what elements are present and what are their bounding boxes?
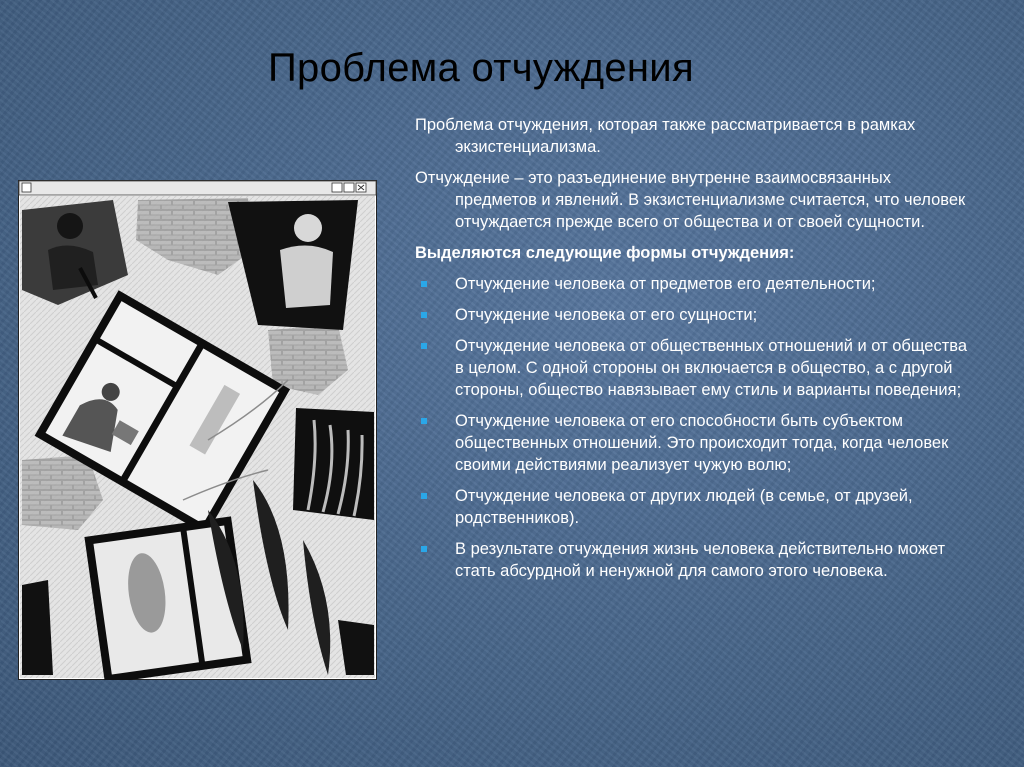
- definition-paragraph: Отчуждение – это разъединение внутренне взаимосвязанных предметов и явлений. В экзистенциализме считается, что человек отчуждается прежде всего от общества и от своей сущности.: [415, 169, 966, 231]
- window-minimize-icon: [332, 183, 342, 192]
- intro-paragraph: Проблема отчуждения, которая также рассматривается в рамках экзистенциализма.: [415, 116, 916, 156]
- list-item-text: Отчуждение человека от предметов его деятельности;: [455, 275, 876, 293]
- list-item-text: В результате отчуждения жизнь человека действительно может стать абсурдной и ненужной для самого этого человека.: [455, 540, 946, 580]
- list-item-text: Отчуждение человека от его сущности;: [455, 306, 758, 324]
- square-bullet-icon: [421, 418, 427, 424]
- forms-list: [415, 273, 975, 582]
- window-titlebar: [19, 181, 376, 195]
- list-item-text: Отчуждение человека от общественных отношений и от общества в целом. С одной стороны он включается в общество, а с другой стороны, общество навязывает ему стиль и варианты поведения;: [455, 337, 968, 399]
- text-panel: [415, 114, 975, 591]
- list-item: [415, 410, 975, 476]
- panel-dark-corner: [22, 580, 53, 675]
- list-item-text: Отчуждение человека от других людей (в семье, от друзей, родственников).: [455, 487, 913, 527]
- square-bullet-icon: [421, 493, 427, 499]
- list-item: [415, 304, 975, 326]
- window-menu-icon: [22, 183, 31, 192]
- square-bullet-icon: [421, 343, 427, 349]
- forms-heading: Выделяются следующие формы отчуждения:: [415, 244, 795, 262]
- list-item-text: Отчуждение человека от его способности быть субъектом общественных отношений. Это происходит тогда, когда человек своими действиями реализует чужую волю;: [455, 412, 949, 474]
- list-item: [415, 335, 975, 401]
- alienation-illustration: [18, 180, 377, 680]
- square-bullet-icon: [421, 546, 427, 552]
- square-bullet-icon: [421, 312, 427, 318]
- square-bullet-icon: [421, 281, 427, 287]
- list-item: [415, 538, 975, 582]
- slide-title: Проблема отчуждения: [268, 46, 694, 90]
- list-item: [415, 273, 975, 295]
- illustration-svg: [18, 180, 377, 680]
- window-maximize-icon: [344, 183, 354, 192]
- list-item: [415, 485, 975, 529]
